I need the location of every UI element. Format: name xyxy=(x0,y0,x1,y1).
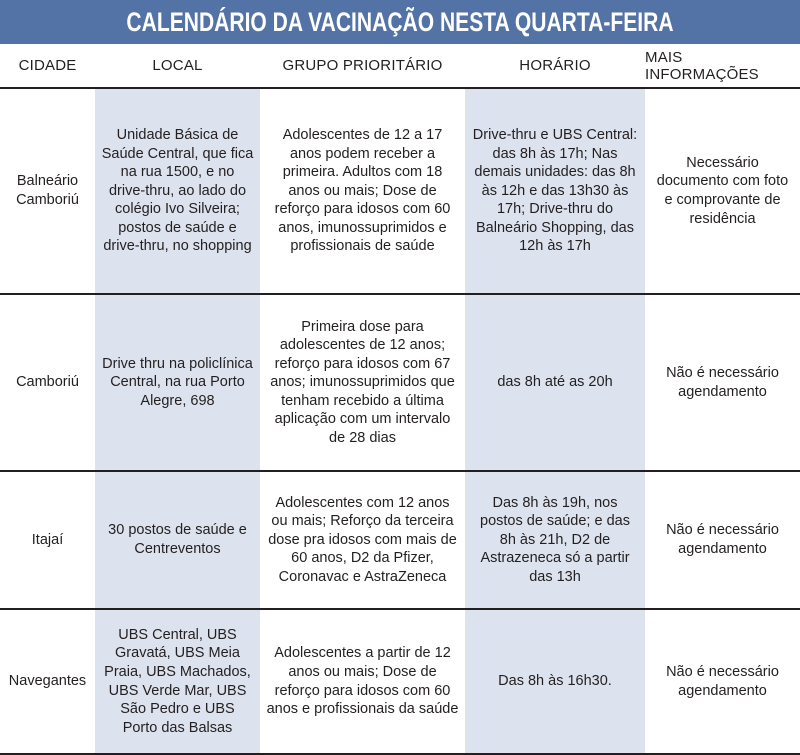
cell-local: Unidade Básica de Saúde Central, que fica na rua 1500, e no drive-thru, ao lado do colégio Ivo Silveira; postos de saúde e drive-thru, no shopping xyxy=(95,89,260,293)
cell-info: Não é necessário agendamento xyxy=(666,522,779,557)
header-info: MAIS INFORMAÇÕES xyxy=(645,48,759,83)
cell-grupo: Adolescentes a partir de 12 anos ou mais; Dose de reforço para idosos com 60 anos e profissionais da saúde xyxy=(266,645,459,718)
cell-grupo: Primeira dose para adolescentes de 12 anos; reforço para idosos com 67 anos; imunossuprimidos que tenham recebido a última aplicação com um intervalo de 28 dias xyxy=(270,318,455,446)
header-local: LOCAL xyxy=(152,57,203,74)
table-row xyxy=(0,610,800,755)
header-horario: HORÁRIO xyxy=(519,57,591,74)
cell-local: UBS Central, UBS Gravatá, UBS Meia Praia, UBS Machados, UBS Verde Mar, UBS São Pedro e UBS Porto das Balsas xyxy=(95,610,260,753)
cell-grupo: Adolescentes com 12 anos ou mais; Reforço da terceira dose pra idosos com mais de 60 anos, D2 da Pfizer, Coronavac e AstraZeneca xyxy=(268,494,457,585)
cell-horario: das 8h até as 20h xyxy=(465,295,645,470)
cell-local: Drive thru na policlínica Central, na rua Porto Alegre, 698 xyxy=(95,295,260,470)
cell-horario: Drive-thru e UBS Central: das 8h às 17h; Nas demais unidades: das 8h às 12h e das 13h30 às 17h; Drive-thru do Balneário Shopping, das 12h às 17h xyxy=(465,89,645,293)
cell-info: Necessário documento com foto e comprovante de residência xyxy=(656,154,789,227)
table-row xyxy=(0,89,800,295)
table-header xyxy=(0,44,800,89)
page-title: CALENDÁRIO DA VACINAÇÃO NESTA QUARTA-FEIRA xyxy=(88,0,712,44)
title-banner xyxy=(0,0,800,44)
cell-info: Não é necessário agendamento xyxy=(666,364,779,400)
cell-horario: Das 8h às 16h30. xyxy=(465,610,645,753)
cell-cidade: Camboriú xyxy=(0,295,95,470)
cell-cidade: Navegantes xyxy=(0,610,95,753)
header-cidade: CIDADE xyxy=(18,57,77,74)
cell-grupo: Adolescentes de 12 a 17 anos podem receber a primeira. Adultos com 18 anos ou mais; Dose de reforço para idosos com 60 anos, imunossuprimidos e profissionais de saúde xyxy=(274,127,451,255)
cell-cidade: Itajaí xyxy=(0,472,95,608)
table-row xyxy=(0,295,800,472)
cell-horario: Das 8h às 19h, nos postos de saúde; e das 8h às 21h, D2 de Astrazeneca só a partir das 13h xyxy=(465,472,645,608)
cell-cidade: Balneário Camboriú xyxy=(0,89,95,293)
cell-local: 30 postos de saúde e Centreventos xyxy=(95,472,260,608)
header-grupo: GRUPO PRIORITÁRIO xyxy=(282,57,443,74)
table-row xyxy=(0,472,800,610)
cell-info: Não é necessário agendamento xyxy=(666,663,779,699)
